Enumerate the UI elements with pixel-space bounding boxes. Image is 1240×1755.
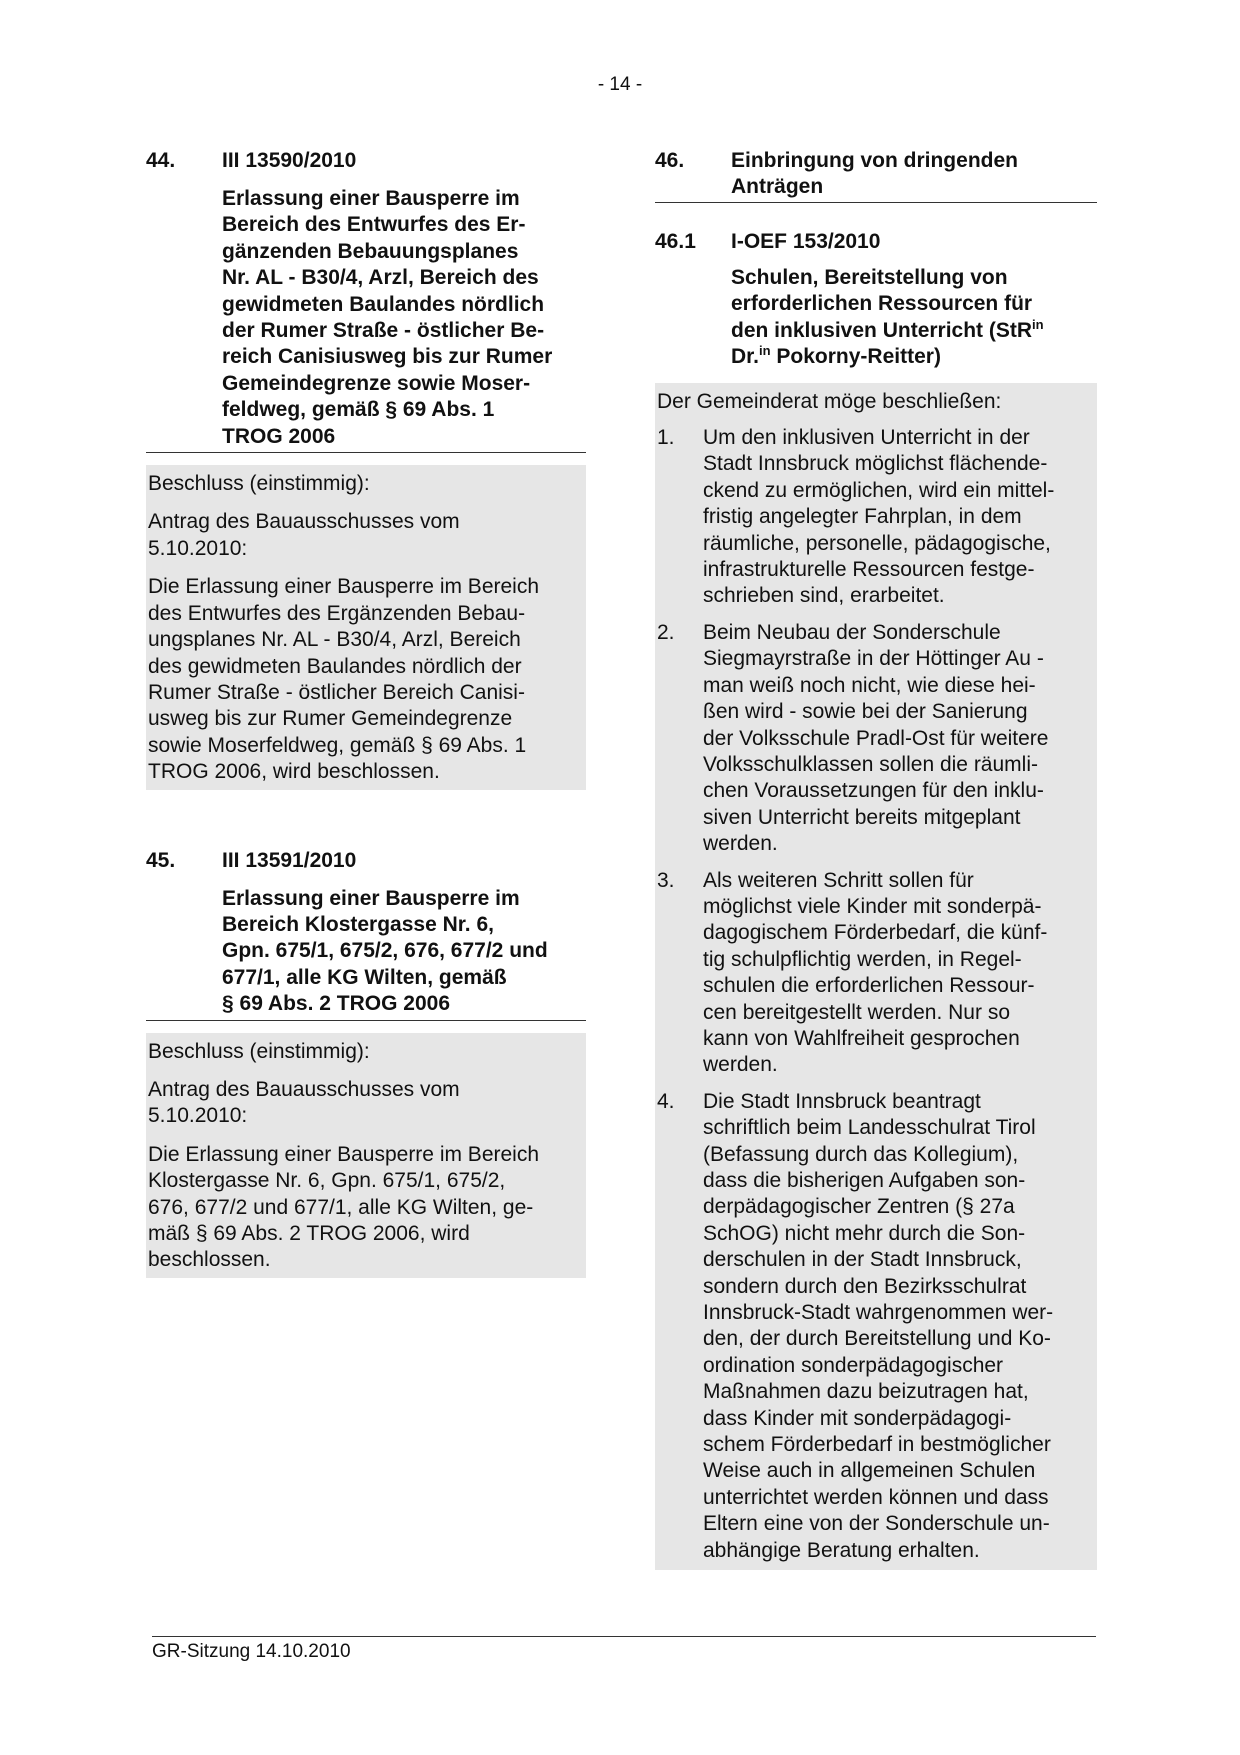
- decision-box: [146, 1033, 586, 1278]
- subitem-46-1-heading: [655, 229, 1097, 255]
- motion-text: Antrag des Bauausschusses vom 5.10.2010:: [148, 1077, 460, 1128]
- item-reference: III 13591/2010: [222, 848, 357, 872]
- item-title: Erlassung einer Bausperre im Bereich des Entwurfes des Er- gänzenden Bebauungsplanes Nr. AL - B30/4, Arzl, Bereich des gewidmeten Baulandes nördlich der Rumer Straße - östlicher Be- reich Canisiusweg bis zur Rumer Gemeindegrenze sowie Moser- feldweg, gemäß § 69 Abs. 1 TROG 2006: [146, 186, 586, 453]
- section-46-heading: [655, 148, 1097, 203]
- list-item: 4. Die Stadt Innsbruck beantragt schriftlich beim Landesschulrat Tirol (Befassung durch das Kollegium), dass die bisherigen Aufgaben son- derpädagogischer Zentren (§ 27a SchOG) nicht mehr durch die Son- derschulen in der Stadt Innsbruck, sondern durch den Bezirksschulrat Innsbruck-Stadt wahrgenommen wer- den, der durch Bereitstellung und Ko- ordination sonderpädagogischer Maßnahmen dazu beizutragen hat, dass Kinder mit sonderpädagogi- schem Förderbedarf in bestmöglicher Weise auch in allgemeinen Schulen unterrichtet werden können und dass Eltern eine von der Sonderschule un- abhängige Beratung erhalten.: [657, 1089, 1054, 1562]
- motion-intro: Der Gemeinderat möge beschließen:: [657, 389, 1002, 413]
- decision-box: [146, 465, 586, 789]
- page-footer: GR-Sitzung 14.10.2010: [152, 1636, 1096, 1663]
- agenda-item-44: [146, 148, 586, 790]
- agenda-item-45: [146, 848, 586, 1278]
- page-number: - 14 -: [597, 74, 643, 95]
- item-title: Erlassung einer Bausperre im Bereich Klostergasse Nr. 6, Gpn. 675/1, 675/2, 676, 677/2 und 677/1, alle KG Wilten, gemäß § 69 Abs. 2 TROG 2006: [146, 886, 586, 1021]
- left-column: [146, 148, 586, 1278]
- item-number: 45.: [146, 848, 176, 872]
- decision-body: Die Erlassung einer Bausperre im Bereich Klostergasse Nr. 6, Gpn. 675/1, 675/2, 676, 677/2 und 677/1, alle KG Wilten, ge- mäß § 69 Abs. 2 TROG 2006, wird beschlossen.: [148, 1142, 540, 1272]
- item-number: 44.: [146, 149, 176, 172]
- subitem-title: Schulen, Bereitstellung von erforderlichen Ressourcen für den inklusiven Unterricht (StR$^{in}$ Dr.$^{in}$ Pokorny-Reitter): [731, 266, 1044, 369]
- item-number: 46.: [655, 149, 685, 172]
- motion-text: Antrag des Bauausschusses vom 5.10.2010:: [148, 510, 460, 560]
- right-column: [655, 148, 1097, 1570]
- subitem-number: 46.1: [655, 230, 696, 253]
- decision-label: Beschluss (einstimmig):: [148, 1039, 370, 1063]
- item-reference: III 13590/2010: [222, 149, 357, 172]
- decision-body: Die Erlassung einer Bausperre im Bereich des Entwurfes des Ergänzenden Bebau- ungsplanes Nr. AL - B30/4, Arzl, Bereich des gewidmeten Baulandes nördlich der Rumer Straße - östlicher Bereich Canisi- usweg bis zur Rumer Gemeindegrenze sowie Moserfeldweg, gemäß § 69 Abs. 1 TROG 2006, wird beschlossen.: [148, 575, 540, 784]
- section-title: Einbringung von dringenden Anträgen: [731, 149, 1018, 198]
- motion-box: [655, 383, 1097, 1570]
- list-item: 2. Beim Neubau der Sonderschule Siegmayrstraße in der Höttinger Au - man weiß noch nicht, wie diese hei- ßen wird - sowie bei der Sanierung der Volksschule Pradl-Ost für weitere Volksschulklassen sollen die räumli- chen Voraussetzungen für den inklu- siven Unterricht bereits mitgeplant werden.: [657, 620, 1049, 856]
- list-item: 3. Als weiteren Schritt sollen für möglichst viele Kinder mit sonderpä- dagogischem Förderbedarf, die künf- tig schulpflichtig werden, in Regel- schulen die erforderlichen Ressour- cen bereitgestellt werden. Nur so kann von Wahlfreiheit gesprochen werden.: [657, 868, 1048, 1077]
- list-item: 1. Um den inklusiven Unterricht in der Stadt Innsbruck möglichst flächende- ckend zu ermöglichen, wird ein mittel- fristig angelegter Fahrplan, in dem räumliche, personelle, pädagogische, infrastrukturelle Ressourcen festge- schrieben sind, erarbeitet.: [657, 426, 1055, 608]
- decision-label: Beschluss (einstimmig):: [148, 472, 370, 496]
- subitem-reference: I-OEF 153/2010: [731, 230, 881, 253]
